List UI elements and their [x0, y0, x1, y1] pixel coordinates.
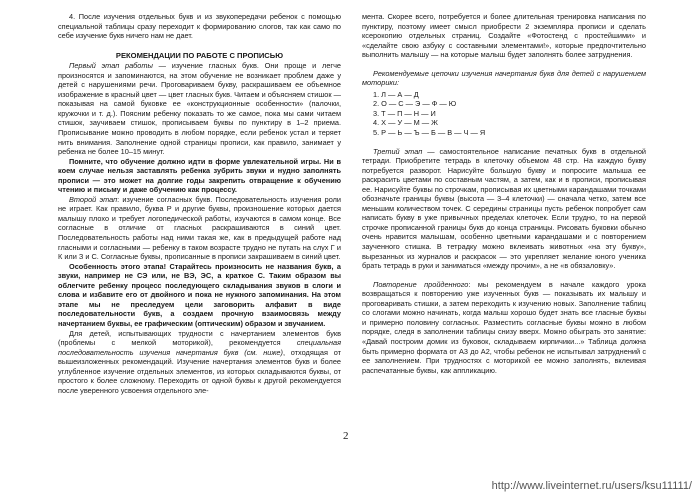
- motor-text-b: , отходящая от вышеизложенных рекомендаций. Изучение начертания элементов букв и более углубленное изучение отдельных элементов, из которых складываются буквы, от простого к более сложному. Переходить от одной буквы к другой рекомендуется после уверенного усвоения отдельного эле-: [58, 347, 341, 395]
- watermark-url: http://www.liveinternet.ru/users/ksu11111/: [491, 480, 692, 492]
- page-number: 2: [343, 430, 349, 442]
- continuation-paragraph: мента. Скорее всего, потребуется и более длительная тренировка написания по пунктиру, поэтому имеет смысл приобрести 2 экземпляра прописи и сделать ксерокопию отдельных страниц. Создайте «Фотостенд с простейшими» и «сделайте свою азбуку с составными элементами!», которые предпочтительно выполнить малышу — на которые малыш будет заполнять более затруднения.: [362, 12, 646, 60]
- chain-item: 5. Р — Ь — Ъ — Б — В — Ч — Я: [373, 128, 486, 138]
- motor-paragraph: [58, 329, 341, 396]
- right-column: [362, 12, 646, 375]
- stage3-paragraph: [362, 147, 646, 271]
- chain-item: 3. Т — П — Н — И: [373, 108, 436, 118]
- emphasis-paragraph-2: Особенность этого этапа! Старайтесь произносить не названия букв, а звуки, например не СЭ или, не ВЭ, ЭС, а краткое С. Таким образом вы облегчите ребенку процесс последующего складывания звуков в слоги и слова и избавите его от двойного и пока не нужного запоминания. На этом этапе мы не преследуем цели заговорить алфавит в виде последовательности букв, а создаем прочную взаимосвязь между начертанием буквы, ее графическим (оптическим) образом и звучанием.: [58, 261, 341, 328]
- intro-paragraph: 4. После изучения отдельных букв и из звукопередачи ребенок с помощью специальной таблицы сразу переходит к формированию слогов, так как само по себе изучение букв ничего нам не дает.: [58, 12, 341, 41]
- stage1-paragraph: [58, 61, 341, 156]
- letter-chains-list: [362, 90, 646, 138]
- stage2-paragraph: [58, 195, 341, 262]
- chain-item: 1. Л — А — Д: [373, 89, 419, 99]
- section-heading: РЕКОМЕНДАЦИИ ПО РАБОТЕ С ПРОПИСЬЮ: [115, 50, 284, 60]
- chain-item: 4. Х — У — М — Ж: [373, 118, 438, 128]
- repeat-paragraph: [362, 280, 646, 375]
- motor-text-italic: специальная последовательность изучения начертания букв (см. ниже): [58, 338, 341, 357]
- left-column: [58, 12, 341, 395]
- stage1-text: — изучение гласных букв. Они проще и легче произносятся и запоминаются, на этом обучение не возникает проблем даже у детей с нарушениями речи. Проговариваем букву, раскрашиваем ее объемное изображение в красный цвет — цвет гласных букв. Читаем и объясняем стишок — показывая на самой буковке ее «конструкционные особенности» (палочки, кружочки и т. д.). Поясним ребенку показать то же самое, пока мы сами читаем стишок, заучиваем стишок, прописываем буквы по пунктиру в 1–2 приема. Прописывание можно проводить в любом порядке, если ребенок устал и теряет нить внимания. Заполнение одной страницы прописи, как правило, занимает у ребенка не более 10–15 минут.: [58, 61, 341, 157]
- emphasis-paragraph-1: Помните, что обучение должно идти в форме увлекательной игры. Ни в коем случае нельзя заставлять ребенка зубрить звуки и нудно заполнять прописи — это может на долгие годы закрепить отвращение к обучению чтению и письму и даже обучению как процессу.: [58, 156, 341, 195]
- repeat-text: : мы рекомендуем в начале каждого урока возвращаться к повторению уже изученных букв — показывать их малышу и проговаривать стишки, а затем переходить к изучению новых. Заполнение таблиц со слогами можно начинать, когда малыш хорошо будет знать все гласные буквы и примерно половину согласных. Разместить согласные буквы можно в любом порядке, следя в заполнении таблицы снизу вверх. Можно обыграть это занятие: «Давай построим домик из буковок, складываем кирпичики...» Таблица должна быть примерно формата от А3 до А2, чтобы ребенок не испытывал затруднений с ее заполнением. При трудностях с моторикой ее можно заполнять, вклеивая распечатанные буквы, как аппликацию.: [362, 279, 647, 375]
- stage2-label: Второй этап: [69, 194, 118, 204]
- repeat-label: Повторение пройденного: [373, 279, 469, 289]
- chain-item: 2. О — С — Э — Ф — Ю: [373, 99, 457, 109]
- chains-title: Рекомендуемые цепочки изучения начертания букв для детей с нарушением моторики:: [362, 68, 646, 88]
- stage2-text: : изучение согласных букв. Последовательность изучения роли не играет. Как правило, буква Р и другие буквы, произношение которых дается малышу плохо и требует логопедической работы, изучаются в самом конце. Все согласные в отличие от гласных раскрашиваются в синий цвет. Последовательность работы над ними такая же, как в предыдущей работе над гласными и согласными — ребенку в таком возрасте трудно не путать на слух Г и К или З и С. Согласные буквы, прописанные в прописи закрашиваем в синий цвет.: [58, 194, 342, 262]
- stage1-label: Первый этап работы: [69, 61, 153, 71]
- motor-text-a: Для детей, испытывающих трудности с начертанием элементов букв (проблемы с мелкой моторикой), рекомендуется: [58, 328, 341, 348]
- stage3-text: — самостоятельное написание печатных букв в отдельной тетради. Приобретите тетрадь в клеточку объемом 48 стр. На каждую букву потребуется разворот. Нарисуйте большую букву и попросите малыша ее раскрасить цветами по составным частям, а затем, как и в прописи, прописывая ее. Нарисуйте буквы по строчкам, прописывая их цветными карандашами точками обозначьте границы буквы (высота — 3–4 клеточки) — сначала четко, затем все меньшим количеством точек. С середины страницы пусть ребенок попробует сам написать букву в уже привычных пределах клеточек. Если трудно, то на первой строчке прописанной границы букв до конца страницы. Рисовать буковки обычно очень нравится малышам, особенно цветными карандашами и с повторением заученного стишка. В тетрадку можно вклеивать животных «на эту букву», вырезанных из журналов и раскрасок — это укрепляет желание юного ученика брать тетрадь в руки и заниматься «между прочим», а не «в обязаловку».: [362, 146, 647, 271]
- stage3-label: Третий этап: [373, 146, 423, 156]
